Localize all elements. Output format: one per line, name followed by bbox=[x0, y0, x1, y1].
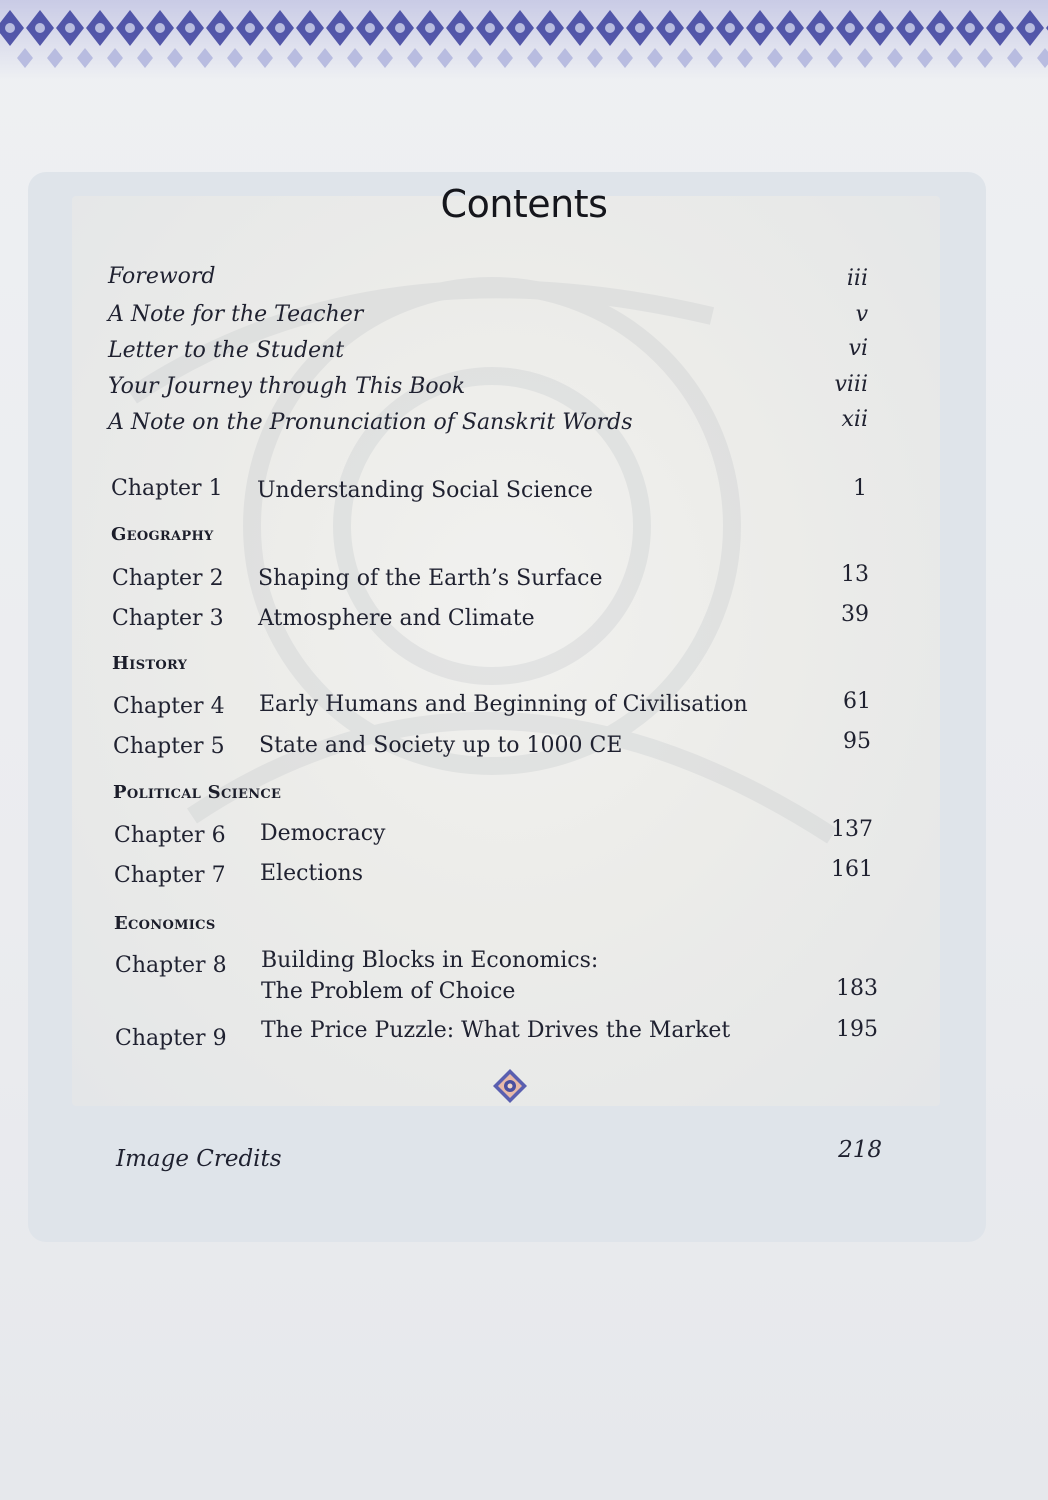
chapter-number: Chapter 2 bbox=[112, 566, 224, 591]
chapter-title: Building Blocks in Economics: bbox=[261, 948, 599, 973]
border-diamond-center bbox=[665, 23, 675, 33]
border-diamond-center bbox=[485, 23, 495, 33]
border-diamond-center bbox=[815, 23, 825, 33]
border-diamond-center bbox=[155, 23, 165, 33]
chapter-number: Chapter 9 bbox=[115, 1026, 227, 1051]
front-matter-label: Your Journey through This Book bbox=[108, 374, 466, 399]
image-credits-label: Image Credits bbox=[116, 1146, 282, 1172]
chapter-page: 13 bbox=[841, 562, 869, 587]
border-diamond-center bbox=[725, 23, 735, 33]
chapter-title-line2: The Problem of Choice bbox=[261, 979, 516, 1004]
front-matter-label: A Note on the Pronunciation of Sanskrit Words bbox=[108, 410, 633, 435]
chapter-title: The Price Puzzle: What Drives the Market bbox=[261, 1018, 731, 1043]
border-diamond-center bbox=[965, 23, 975, 33]
chapter-page: 137 bbox=[831, 817, 873, 842]
section-heading-geography: Geography bbox=[111, 524, 214, 545]
chapter-title: Understanding Social Science bbox=[257, 478, 593, 503]
border-diamond-center bbox=[605, 23, 615, 33]
section-heading-history: History bbox=[112, 653, 188, 674]
border-diamond-center bbox=[215, 23, 225, 33]
border-diamond-center bbox=[1025, 23, 1035, 33]
border-diamond-center bbox=[365, 23, 375, 33]
border-diamond-center bbox=[575, 23, 585, 33]
front-matter-label: Foreword bbox=[108, 264, 216, 289]
chapter-page: 61 bbox=[843, 689, 871, 714]
border-diamond-center bbox=[905, 23, 915, 33]
chapter-title: State and Society up to 1000 CE bbox=[259, 733, 623, 758]
border-diamond-center bbox=[245, 23, 255, 33]
border-diamond-center bbox=[785, 23, 795, 33]
image-credits-page: 218 bbox=[838, 1137, 882, 1163]
border-diamond-center bbox=[425, 23, 435, 33]
chapter-number: Chapter 1 bbox=[111, 476, 223, 501]
front-matter-page: v bbox=[855, 302, 868, 327]
border-diamond-center bbox=[95, 23, 105, 33]
border-diamond-center bbox=[995, 23, 1005, 33]
chapter-number: Chapter 6 bbox=[114, 823, 226, 848]
border-diamond-center bbox=[515, 23, 525, 33]
chapter-page: 39 bbox=[841, 602, 869, 627]
border-diamond-center bbox=[275, 23, 285, 33]
border-diamond-center bbox=[65, 23, 75, 33]
chapter-number: Chapter 8 bbox=[115, 953, 227, 978]
front-matter-label: A Note for the Teacher bbox=[108, 302, 364, 327]
border-diamond-center bbox=[35, 23, 45, 33]
chapter-page: 161 bbox=[831, 857, 873, 882]
border-diamond-center bbox=[935, 23, 945, 33]
chapter-number: Chapter 3 bbox=[112, 606, 224, 631]
chapter-title: Democracy bbox=[260, 821, 386, 846]
border-diamond-center bbox=[335, 23, 345, 33]
front-matter-page: xii bbox=[841, 407, 868, 432]
chapter-page: 183 bbox=[836, 976, 878, 1001]
chapter-page: 195 bbox=[836, 1017, 878, 1042]
front-matter-page: viii bbox=[834, 372, 868, 397]
border-diamond-center bbox=[695, 23, 705, 33]
border-diamond-center bbox=[305, 23, 315, 33]
border-diamond-center bbox=[845, 23, 855, 33]
front-matter-page: vi bbox=[848, 336, 868, 361]
chapter-number: Chapter 5 bbox=[113, 734, 225, 759]
decorative-top-border bbox=[0, 0, 1048, 80]
section-heading-political-science: Political Science bbox=[113, 782, 282, 803]
front-matter-page: iii bbox=[846, 266, 868, 291]
chapter-number: Chapter 4 bbox=[113, 694, 225, 719]
chapter-page: 95 bbox=[843, 729, 871, 754]
chapter-page: 1 bbox=[853, 476, 867, 501]
border-diamond-center bbox=[185, 23, 195, 33]
border-diamond-center bbox=[875, 23, 885, 33]
floral-ornament-icon bbox=[492, 1068, 528, 1104]
chapter-title: Shaping of the Earth’s Surface bbox=[258, 566, 603, 591]
chapter-number: Chapter 7 bbox=[114, 863, 226, 888]
border-diamond-center bbox=[5, 23, 15, 33]
chapter-title: Early Humans and Beginning of Civilisation bbox=[259, 692, 748, 717]
chapter-title: Elections bbox=[260, 861, 364, 886]
border-diamond-center bbox=[635, 23, 645, 33]
section-heading-economics: Economics bbox=[114, 913, 216, 934]
diamond-pattern-icon bbox=[0, 0, 1048, 80]
border-diamond-center bbox=[755, 23, 765, 33]
border-diamond-center bbox=[545, 23, 555, 33]
front-matter-label: Letter to the Student bbox=[108, 338, 345, 363]
border-diamond-center bbox=[455, 23, 465, 33]
border-diamond-center bbox=[395, 23, 405, 33]
page-title: Contents bbox=[440, 182, 608, 226]
border-diamond-center bbox=[125, 23, 135, 33]
chapter-title: Atmosphere and Climate bbox=[258, 606, 535, 631]
